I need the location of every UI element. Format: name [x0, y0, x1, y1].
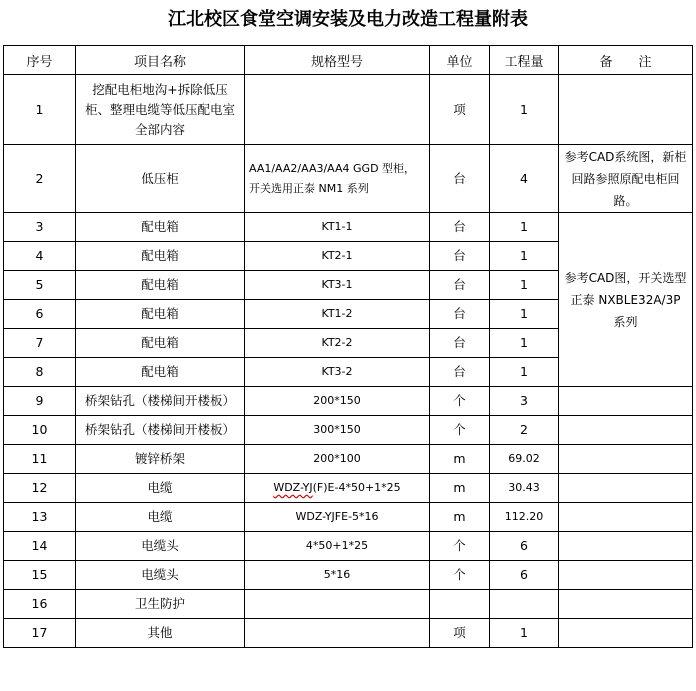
cell-qty — [490, 590, 559, 619]
cell-no: 5 — [4, 271, 76, 300]
header-no: 序号 — [4, 46, 76, 75]
cell-name: 其他 — [76, 619, 245, 648]
cell-spec: KT1-2 — [245, 300, 430, 329]
cell-spec — [245, 619, 430, 648]
cell-no: 2 — [4, 145, 76, 213]
cell-note — [559, 503, 693, 532]
table-row — [4, 416, 693, 445]
cell-spec: WDZ-YJFE-5*16 — [245, 503, 430, 532]
cell-note — [559, 474, 693, 503]
cell-unit: 个 — [430, 532, 490, 561]
cell-no: 17 — [4, 619, 76, 648]
cell-no: 16 — [4, 590, 76, 619]
cell-note — [559, 619, 693, 648]
spec-part-a: WDZ-YJ — [273, 481, 313, 494]
cell-no: 12 — [4, 474, 76, 503]
table-row — [4, 532, 693, 561]
cell-no: 4 — [4, 242, 76, 271]
cell-name: 配电箱 — [76, 213, 245, 242]
cell-spec — [245, 590, 430, 619]
table-row — [4, 561, 693, 590]
table-row — [4, 145, 693, 213]
cell-qty: 1 — [490, 358, 559, 387]
cell-spec: 4*50+1*25 — [245, 532, 430, 561]
table-row — [4, 474, 693, 503]
cell-note — [559, 75, 693, 145]
cell-name: 电缆 — [76, 503, 245, 532]
cell-no: 14 — [4, 532, 76, 561]
header-note: 备 注 — [559, 46, 693, 75]
table-row — [4, 387, 693, 416]
header-name: 项目名称 — [76, 46, 245, 75]
cell-qty: 1 — [490, 300, 559, 329]
cell-spec: 5*16 — [245, 561, 430, 590]
cell-name: 配电箱 — [76, 358, 245, 387]
table-row — [4, 75, 693, 145]
table-row — [4, 619, 693, 648]
cell-name: 电缆头 — [76, 561, 245, 590]
cell-name: 镀锌桥架 — [76, 445, 245, 474]
cell-name: 配电箱 — [76, 300, 245, 329]
cell-qty: 2 — [490, 416, 559, 445]
cell-unit: m — [430, 474, 490, 503]
cell-spec: 300*150 — [245, 416, 430, 445]
cell-note — [559, 532, 693, 561]
cell-unit: 台 — [430, 358, 490, 387]
cell-name: 配电箱 — [76, 329, 245, 358]
cell-name: 电缆 — [76, 474, 245, 503]
cell-spec: KT3-2 — [245, 358, 430, 387]
cell-note — [559, 561, 693, 590]
cell-qty: 112.20 — [490, 503, 559, 532]
cell-note — [559, 387, 693, 416]
cell-name: 桥架钻孔（楼梯间开楼板） — [76, 416, 245, 445]
cell-unit: 台 — [430, 213, 490, 242]
cell-unit: 个 — [430, 561, 490, 590]
cell-spec: 200*100 — [245, 445, 430, 474]
cell-no: 3 — [4, 213, 76, 242]
cell-name: 桥架钻孔（楼梯间开楼板） — [76, 387, 245, 416]
cell-unit: m — [430, 503, 490, 532]
cell-unit: 台 — [430, 242, 490, 271]
cell-unit — [430, 590, 490, 619]
cell-qty: 1 — [490, 213, 559, 242]
cell-qty: 69.02 — [490, 445, 559, 474]
cell-spec: KT2-1 — [245, 242, 430, 271]
header-spec: 规格型号 — [245, 46, 430, 75]
cell-no: 7 — [4, 329, 76, 358]
header-qty: 工程量 — [490, 46, 559, 75]
cell-spec: 200*150 — [245, 387, 430, 416]
cell-qty: 1 — [490, 75, 559, 145]
cell-name: 配电箱 — [76, 242, 245, 271]
cell-qty: 30.43 — [490, 474, 559, 503]
cell-unit: 台 — [430, 271, 490, 300]
cell-unit: 台 — [430, 300, 490, 329]
cell-note: 参考CAD图，开关选型正泰 NXBLE32A/3P 系列 — [559, 213, 693, 387]
cell-unit: 个 — [430, 387, 490, 416]
cell-note — [559, 445, 693, 474]
table-row — [4, 445, 693, 474]
cell-unit: m — [430, 445, 490, 474]
cell-qty: 3 — [490, 387, 559, 416]
cell-unit: 项 — [430, 619, 490, 648]
cell-qty: 1 — [490, 329, 559, 358]
cell-spec — [245, 75, 430, 145]
table-row — [4, 213, 693, 242]
cell-unit: 台 — [430, 329, 490, 358]
cell-spec — [245, 474, 430, 503]
page-title: 江北校区食堂空调安装及电力改造工程量附表 — [168, 9, 528, 30]
cell-note — [559, 416, 693, 445]
table-row — [4, 503, 693, 532]
table-row — [4, 590, 693, 619]
quantity-table — [3, 45, 693, 648]
cell-no: 1 — [4, 75, 76, 145]
cell-qty: 4 — [490, 145, 559, 213]
cell-note — [559, 590, 693, 619]
cell-unit: 个 — [430, 416, 490, 445]
cell-spec: AA1/AA2/AA3/AA4 GGD 型柜，开关选用正泰 NM1 系列 — [245, 145, 430, 213]
cell-no: 8 — [4, 358, 76, 387]
cell-name: 电缆头 — [76, 532, 245, 561]
cell-qty: 1 — [490, 242, 559, 271]
cell-spec: KT2-2 — [245, 329, 430, 358]
cell-name: 配电箱 — [76, 271, 245, 300]
cell-no: 10 — [4, 416, 76, 445]
cell-no: 13 — [4, 503, 76, 532]
table-header-row — [4, 46, 693, 75]
cell-name: 低压柜 — [76, 145, 245, 213]
cell-unit: 台 — [430, 145, 490, 213]
cell-note: 参考CAD系统图，新柜回路参照原配电柜回路。 — [559, 145, 693, 213]
cell-unit: 项 — [430, 75, 490, 145]
cell-spec: KT3-1 — [245, 271, 430, 300]
cell-qty: 6 — [490, 561, 559, 590]
cell-name: 挖配电柜地沟+拆除低压柜、整理电缆等低压配电室全部内容 — [76, 75, 245, 145]
cell-no: 15 — [4, 561, 76, 590]
cell-spec: KT1-1 — [245, 213, 430, 242]
cell-no: 6 — [4, 300, 76, 329]
cell-qty: 6 — [490, 532, 559, 561]
header-unit: 单位 — [430, 46, 490, 75]
cell-no: 11 — [4, 445, 76, 474]
spec-part-b: (F)E-4*50+1*25 — [312, 481, 401, 494]
cell-name: 卫生防护 — [76, 590, 245, 619]
cell-qty: 1 — [490, 271, 559, 300]
cell-qty: 1 — [490, 619, 559, 648]
cell-no: 9 — [4, 387, 76, 416]
